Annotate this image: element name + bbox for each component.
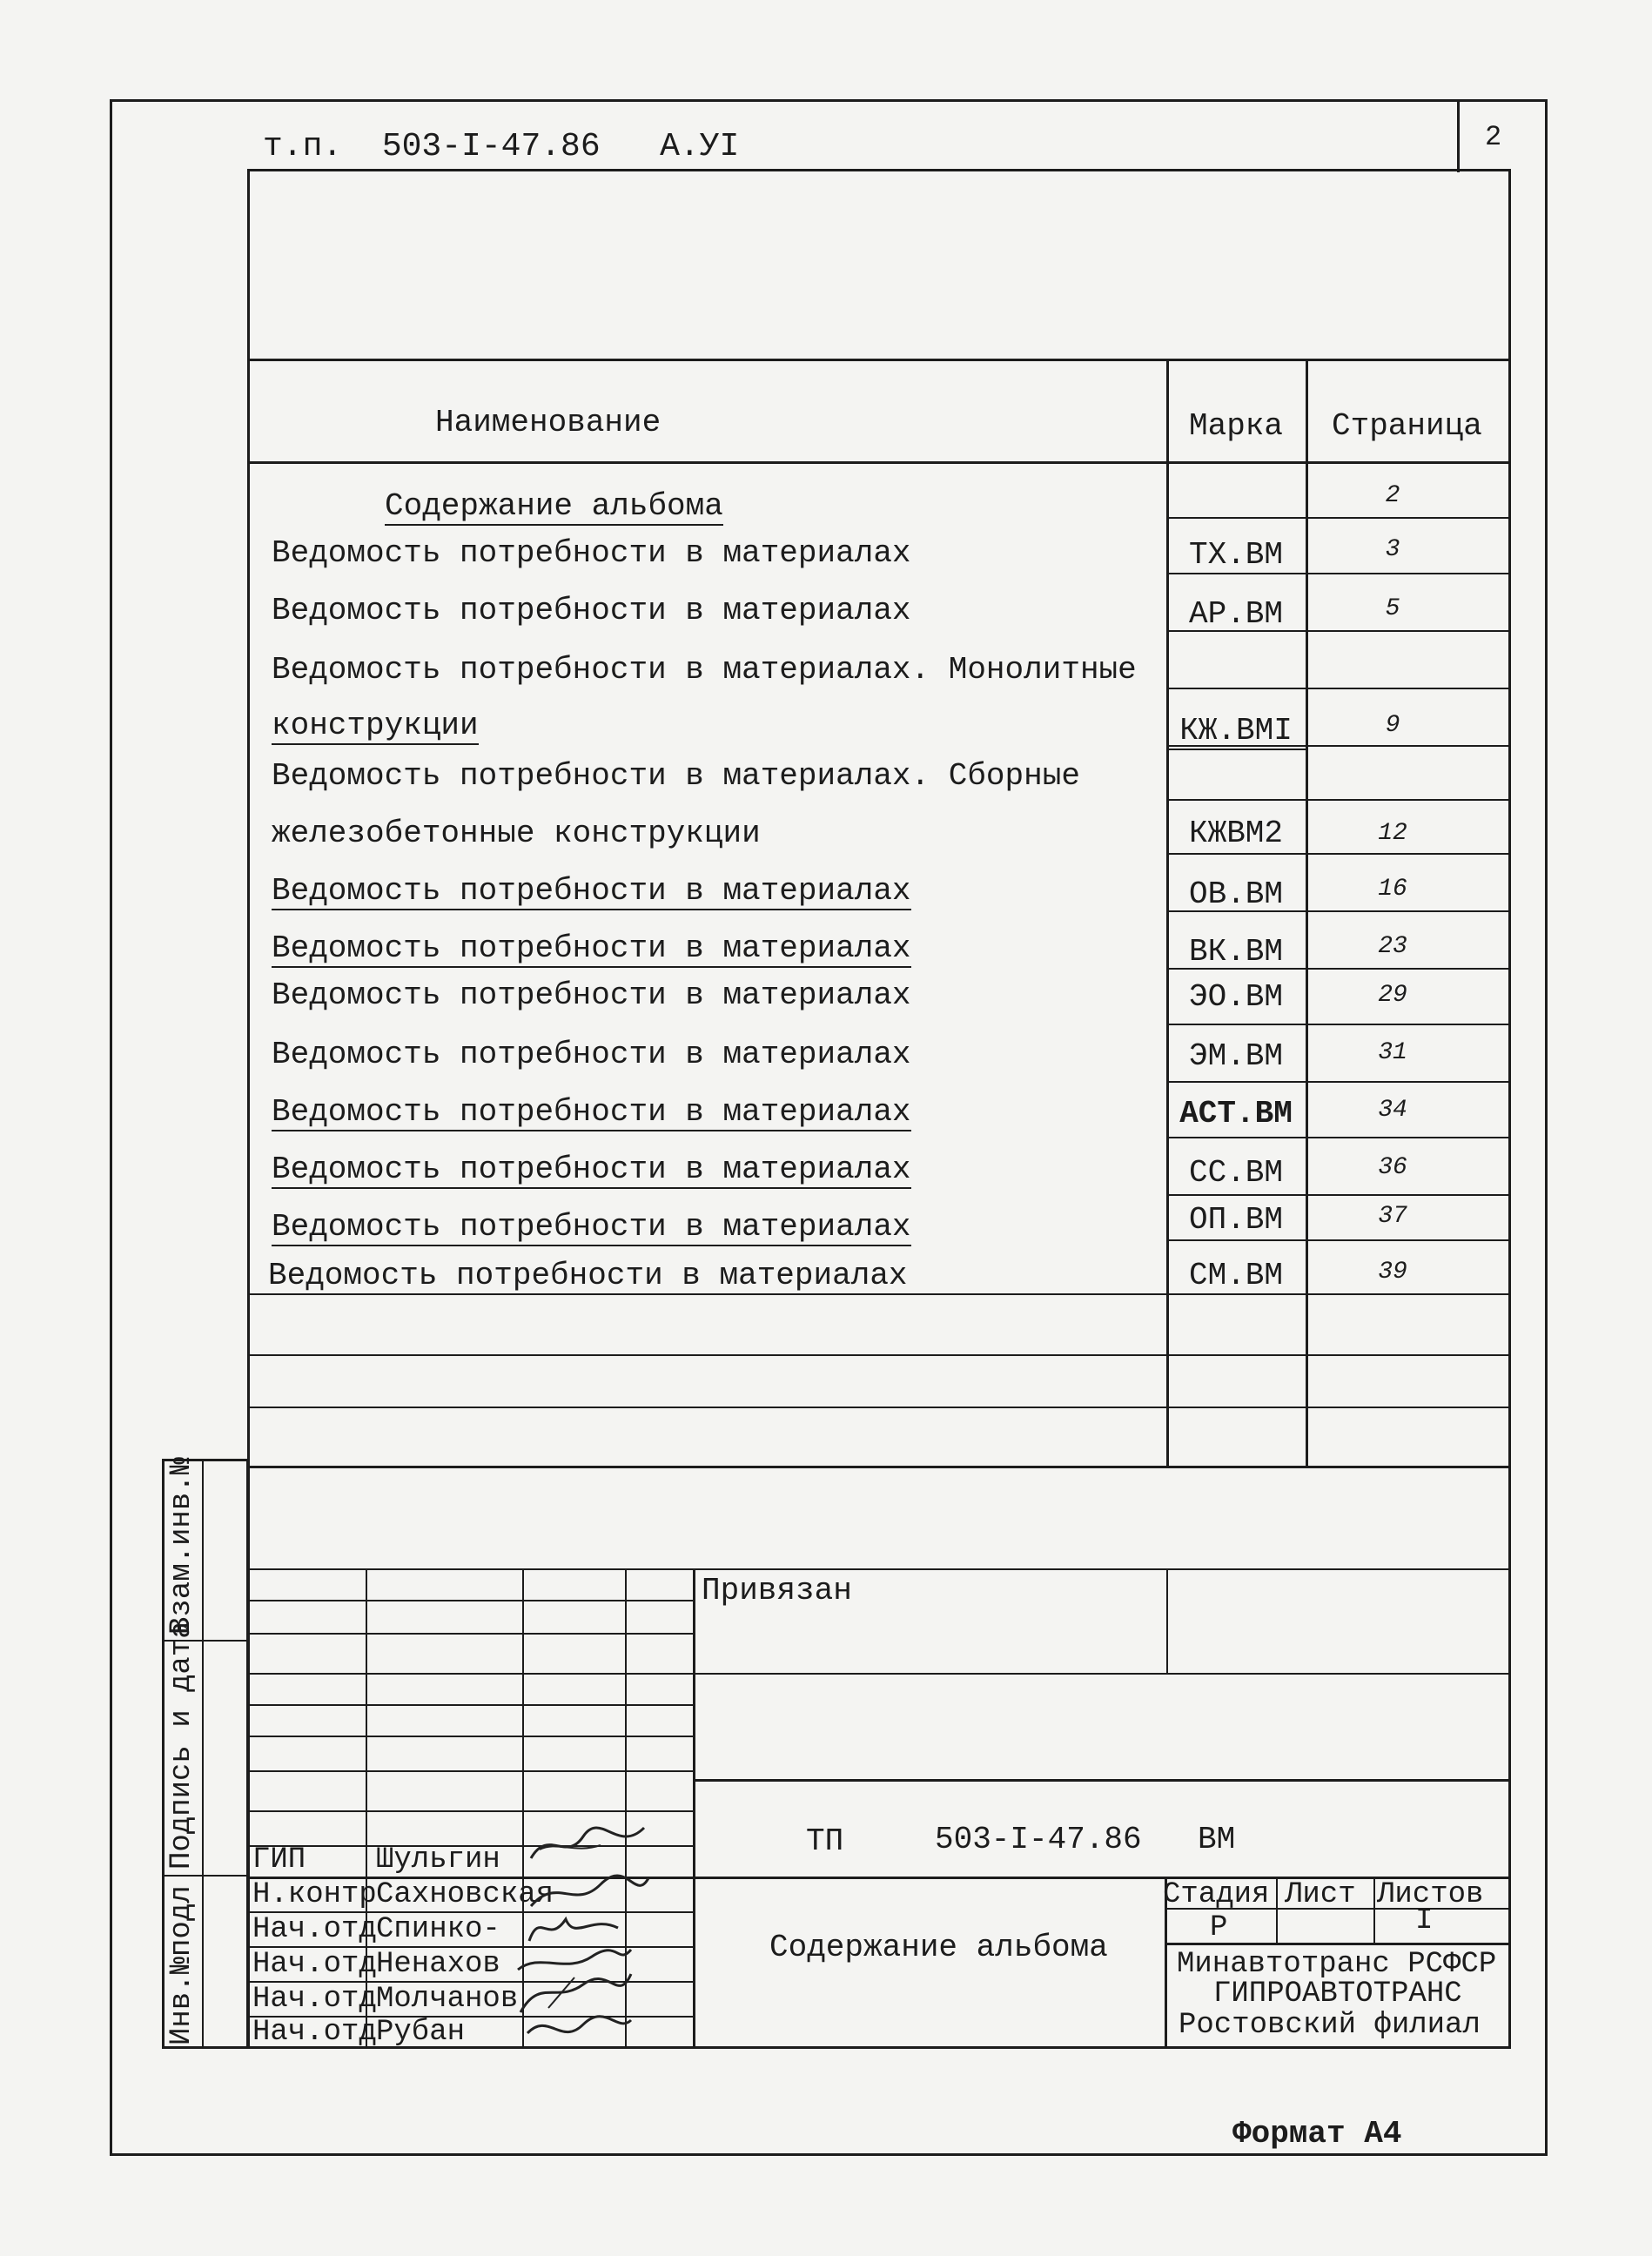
staff-name: Сахновская <box>376 1878 554 1911</box>
toc-row-name: Ведомость потребности в материалах <box>272 977 911 1013</box>
toc-row-mark: СМ.ВМ <box>1188 1258 1284 1293</box>
doc-code-prefix: ТП <box>806 1823 844 1859</box>
toc-row-page: 29 <box>1378 982 1407 1009</box>
left-grid-row <box>247 1633 693 1635</box>
toc-row-name: Ведомость потребности в материалах <box>272 593 911 628</box>
side-stamp-divider <box>202 1459 204 2049</box>
toc-row-mark: ЭМ.ВМ <box>1188 1038 1284 1074</box>
toc-bottom-rule <box>247 1466 1511 1468</box>
toc-row-name-cont: железобетонные конструкции <box>272 816 761 851</box>
toc-row-name: Ведомость потребности в материалах <box>272 1209 911 1245</box>
toc-row-name: Ведомость потребности в материалах <box>272 535 911 571</box>
toc-row-page: 36 <box>1378 1154 1407 1181</box>
toc-row-name: Ведомость потребности в материалах <box>272 930 911 966</box>
format-label: Формат А4 <box>1232 2116 1402 2152</box>
toc-header-rule <box>247 461 1511 464</box>
toc-row-mark: АР.ВМ <box>1188 596 1284 632</box>
toc-row-rule <box>1166 688 1511 689</box>
doc-title: Содержание альбома <box>769 1930 1108 1965</box>
toc-row-rule <box>1166 1194 1511 1196</box>
staff-name: Шульгин <box>376 1843 500 1877</box>
stage-col <box>1373 1877 1375 1943</box>
toc-row-name-cont: конструкции <box>272 708 479 743</box>
side-stamp-rule <box>162 1875 249 1877</box>
toc-row-name: Ведомость потребности в материалах. Сборные <box>272 758 1080 794</box>
toc-header-name: Наименование <box>435 405 661 440</box>
left-grid-row <box>247 1673 693 1675</box>
toc-col-divider-2 <box>1306 359 1308 1466</box>
toc-row-page: 3 <box>1385 536 1400 563</box>
toc-row-mark: ОВ.ВМ <box>1188 876 1284 912</box>
left-grid-row <box>247 1600 693 1601</box>
toc-row-name: Ведомость потребности в материалах <box>272 873 911 909</box>
toc-row-page: 37 <box>1378 1203 1407 1230</box>
toc-row-page: 31 <box>1378 1039 1407 1066</box>
toc-row-name: Ведомость потребности в материалах. Монолитные <box>272 652 1137 688</box>
sheets-label: Листов <box>1377 1878 1484 1911</box>
staff-role: Нач.отд <box>252 1913 377 1946</box>
org-line-2: ГИПРОАВТОТРАНС <box>1213 1977 1462 2011</box>
toc-row-page: 16 <box>1378 876 1407 903</box>
privyazan-bottom-rule <box>693 1673 1511 1675</box>
signature-gip <box>522 1819 653 1871</box>
org-line-3: Ростовский филиал <box>1179 2009 1481 2042</box>
title-block-rule <box>247 1568 1511 1570</box>
toc-row-page: 39 <box>1378 1259 1407 1286</box>
side-label-podpis-data: Подпись и дата <box>165 1621 198 1870</box>
toc-row-page: 5 <box>1385 595 1400 622</box>
staff-role: Нач.отд <box>252 1948 377 1981</box>
toc-row-mark: КЖ.ВМI <box>1166 715 1306 750</box>
doc-code-top-rule <box>693 1779 1511 1782</box>
staff-name: Рубан <box>376 2016 466 2049</box>
toc-row-page: 34 <box>1378 1097 1407 1124</box>
sheets-value: I <box>1415 1904 1434 1937</box>
toc-row-name: Ведомость потребности в материалах <box>272 1094 911 1130</box>
page-number-cell-border <box>1457 99 1460 172</box>
toc-top-rule <box>247 359 1511 361</box>
page-number: 2 <box>1485 121 1502 153</box>
sheet-label: Лист <box>1285 1878 1356 1911</box>
toc-row-rule <box>1166 1137 1511 1138</box>
toc-row-rule <box>1166 799 1511 801</box>
toc-row-rule <box>247 1354 1511 1356</box>
document-header: т.п. 503-I-47.86 А.УI <box>263 128 740 165</box>
privyazan-label: Привязан <box>702 1573 852 1608</box>
left-grid-row <box>247 1770 693 1772</box>
doc-code: 503-I-47.86 <box>935 1822 1142 1857</box>
toc-row-mark: КЖВМ2 <box>1188 816 1284 851</box>
toc-row-rule <box>1166 1239 1511 1241</box>
toc-row-mark: ВК.ВМ <box>1188 934 1284 970</box>
toc-col-divider-1 <box>1166 359 1169 1466</box>
toc-row-rule <box>1166 853 1511 855</box>
toc-header-mark: Марка <box>1189 408 1284 444</box>
signature-nach-otd-4 <box>522 2007 635 2051</box>
org-line-1: Минавтотранс РСФСР <box>1177 1948 1497 1981</box>
toc-row-rule <box>247 1407 1511 1408</box>
toc-row-rule <box>1166 573 1511 574</box>
left-grid-row <box>247 1736 693 1737</box>
toc-row-rule <box>1166 517 1511 519</box>
toc-row-rule <box>247 1293 1511 1295</box>
left-grid-row <box>247 1810 693 1812</box>
left-grid-row <box>247 1704 693 1706</box>
side-label-vzam-inv: Взам.инв.№ <box>165 1456 198 1635</box>
staff-name: Молчанов <box>376 1983 519 2016</box>
toc-row-rule <box>1166 1081 1511 1083</box>
toc-row-name: Ведомость потребности в материалах <box>272 1152 911 1187</box>
toc-row-page: 12 <box>1378 820 1407 847</box>
stage-value: Р <box>1210 1911 1228 1944</box>
staff-role: Нач.отд <box>252 1983 377 2016</box>
toc-row-page: 2 <box>1385 482 1400 509</box>
toc-header-page: Страница <box>1332 408 1482 444</box>
toc-row-page: 9 <box>1385 712 1400 739</box>
stage-col <box>1276 1877 1278 1943</box>
staff-name: Ненахов <box>376 1948 500 1981</box>
toc-row-mark: ОП.ВМ <box>1188 1202 1284 1238</box>
staff-role: Нач.отд <box>252 2016 377 2049</box>
toc-row-mark: ТХ.ВМ <box>1188 537 1284 573</box>
privyazan-divider <box>1166 1568 1168 1673</box>
toc-row-name: Ведомость потребности в материалах <box>272 1037 911 1072</box>
toc-row-mark: СС.ВМ <box>1188 1155 1284 1191</box>
left-grid-col <box>693 1568 695 2049</box>
stage-label: Стадия <box>1163 1878 1270 1911</box>
toc-row-mark: ЭО.ВМ <box>1188 979 1284 1015</box>
staff-role: ГИП <box>252 1843 306 1877</box>
toc-row-name: Содержание альбома <box>385 488 723 524</box>
doc-mark: ВМ <box>1198 1822 1236 1857</box>
toc-row-mark: АСТ.ВМ <box>1179 1096 1293 1131</box>
side-label-inv-podl: Инв.№подл <box>165 1885 198 2045</box>
toc-row-page: 23 <box>1378 933 1407 960</box>
toc-row-name: Ведомость потребности в материалах <box>268 1258 908 1293</box>
staff-name: Спинко- <box>376 1913 500 1946</box>
toc-row-rule <box>1166 1024 1511 1025</box>
staff-role: Н.контр <box>252 1878 377 1911</box>
